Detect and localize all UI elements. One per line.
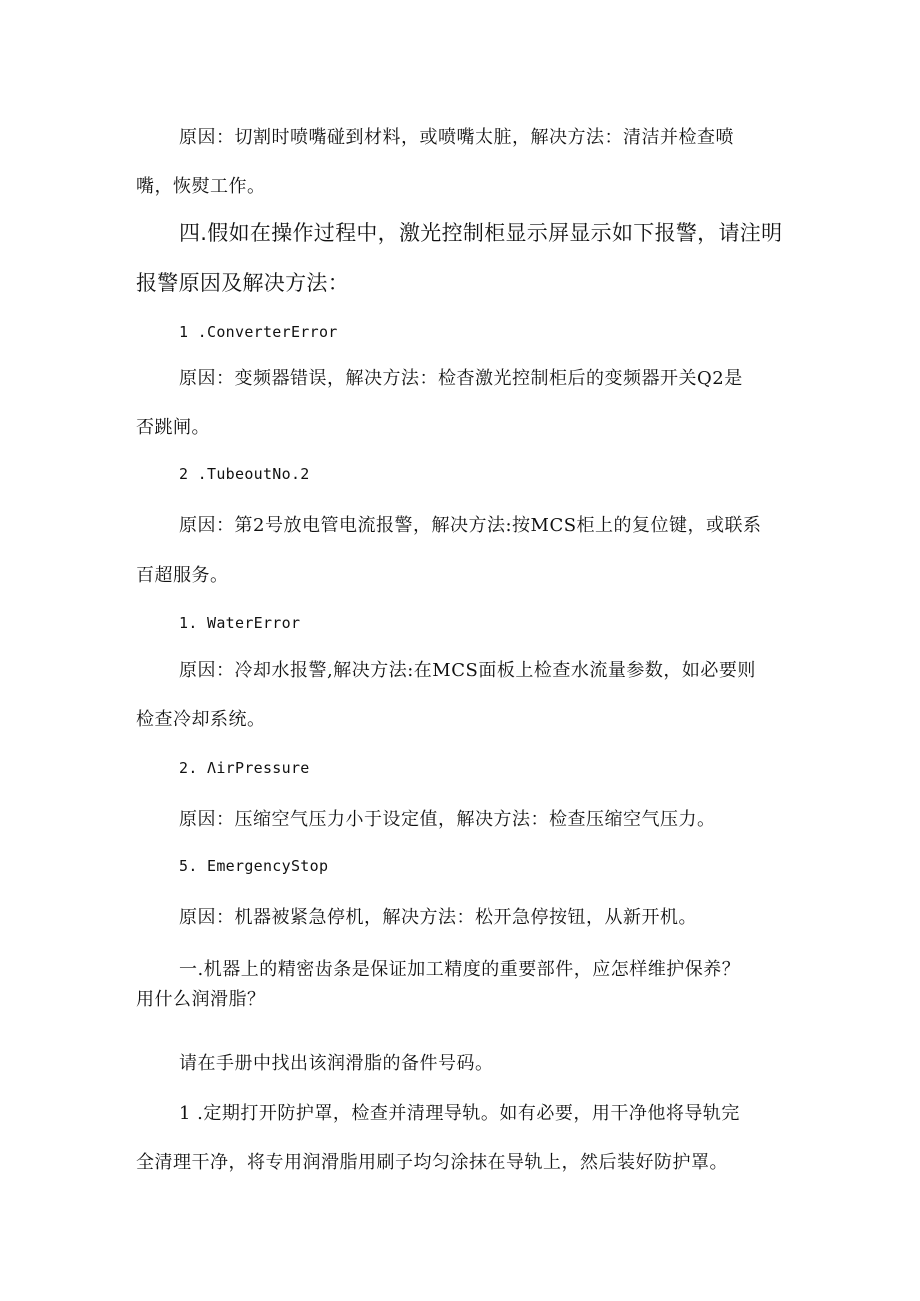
- rack-question-line1: 一.机器上的精密齿条是保证加工精度的重要部件，应怎样维护保养？: [179, 959, 741, 980]
- rack-instruction: 请在手册中找出该润滑脂的备件号码。: [179, 1053, 494, 1074]
- alarm-cause-tubeout-line1: 原因：第2号放电管电流报警，解决方法:按MCS柜上的复位键，或联系: [179, 515, 762, 536]
- rack-answer-line1: 1 .定期打开防护罩，检查并清理导轨。如有必要，用干净他将导轨完: [179, 1103, 740, 1124]
- cause-text-nozzle-line1: 原因：切割时喷嘴碰到材料，或喷嘴太脏，解决方法：清洁并检查喷: [179, 127, 734, 148]
- alarm-code-air-pressure: 2. ΛirPressure: [179, 759, 310, 777]
- section4-heading-line1: 四.假如在操作过程中，激光控制柜显示屏显示如下报警，请注明: [179, 221, 783, 245]
- alarm-code-emergency-stop: 5. EmergencyStop: [179, 857, 329, 875]
- alarm-cause-emergency-stop: 原因：机器被紧急停机，解决方法：松开急停按钮，从新开机。: [179, 907, 697, 928]
- rack-answer-line2: 全清理干净，将专用润滑脂用刷子均匀涂抹在导轨上，然后装好防护罩。: [136, 1152, 728, 1173]
- alarm-code-water-error: 1. WaterError: [179, 614, 301, 632]
- alarm-cause-air-pressure: 原因：压缩空气压力小于设定值，解决方法：检查压缩空气压力。: [179, 809, 716, 830]
- rack-question-line2: 用什么润滑脂？: [136, 989, 266, 1010]
- alarm-cause-converter-line2: 否跳闸。: [136, 417, 210, 438]
- section4-heading-line2: 报警原因及解决方法：: [136, 271, 349, 295]
- alarm-cause-converter-line1: 原因：变频器错误，解决方法：检杳激光控制柜后的变频器开关Q2是: [179, 368, 743, 389]
- alarm-code-converter-error: 1 .ConverterError: [179, 323, 338, 341]
- alarm-cause-water-line2: 检查冷却系统。: [136, 709, 266, 730]
- cause-text-nozzle-line2: 嘴，恢熨工作。: [136, 176, 266, 197]
- alarm-cause-water-line1: 原因：冷却水报警,解决方法:在MCS面板上检查水流量参数，如必要则: [179, 660, 756, 681]
- alarm-cause-tubeout-line2: 百超服务。: [136, 565, 229, 586]
- alarm-code-tubeout: 2 .TubeoutNo.2: [179, 465, 310, 483]
